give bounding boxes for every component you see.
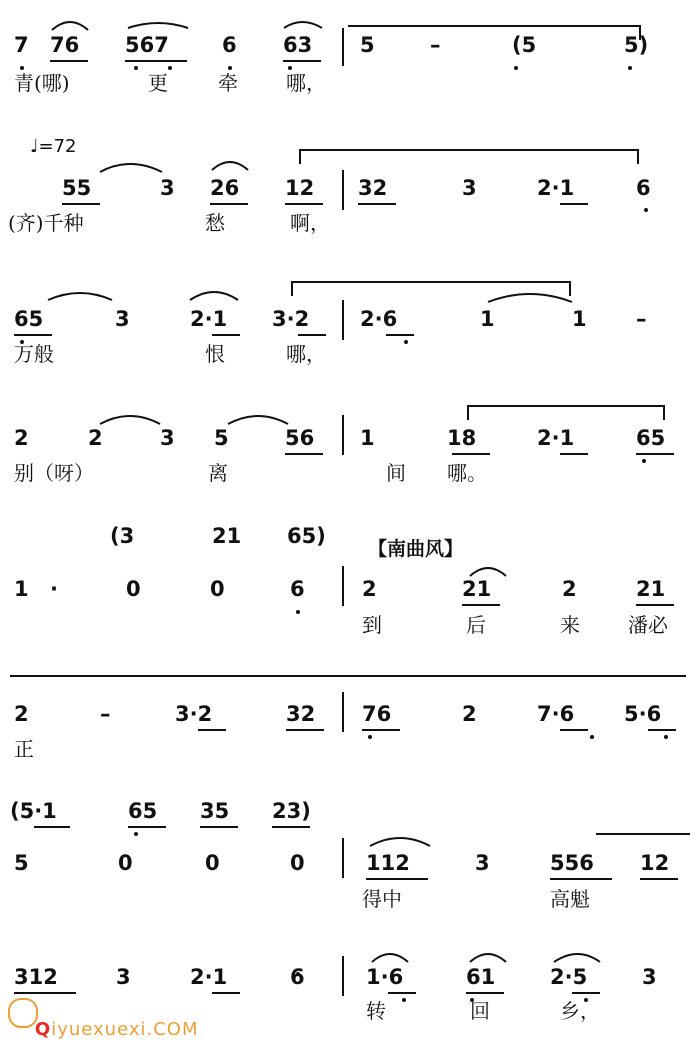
note: (5	[512, 33, 537, 57]
slur	[284, 22, 322, 28]
note: 3	[462, 176, 477, 200]
note: 6	[222, 33, 237, 57]
note: –	[100, 702, 111, 726]
note: 0	[290, 851, 305, 875]
lyric: 万般	[14, 342, 54, 366]
note: 2·1	[190, 307, 228, 331]
note: 3	[160, 426, 175, 450]
note: 5·6	[624, 702, 662, 726]
slur	[370, 838, 430, 846]
note: 3	[642, 965, 657, 989]
note: 5)	[624, 33, 649, 57]
slur	[470, 568, 506, 576]
note: 65	[636, 426, 666, 450]
note: 6	[290, 965, 305, 989]
lyric: 得中	[362, 887, 402, 911]
lyric: (齐)千种	[8, 211, 84, 235]
lyric: 到	[362, 613, 382, 637]
note: 21	[462, 577, 492, 601]
lyric: 高魁	[550, 887, 590, 911]
slur	[190, 292, 238, 300]
note: 2	[462, 702, 477, 726]
note: 2	[362, 577, 377, 601]
note: 5	[14, 851, 29, 875]
lyric: 哪。	[447, 461, 487, 485]
lyric: 恨	[205, 342, 225, 366]
lyric: 正	[14, 737, 34, 761]
lyric: 牵	[218, 71, 238, 95]
note: 3·2	[272, 307, 310, 331]
grace-note: 65	[128, 799, 158, 823]
note: 3	[115, 307, 130, 331]
note: 76	[50, 33, 80, 57]
watermark	[8, 998, 198, 1061]
lyric: 哪，	[286, 342, 326, 366]
note: 0	[118, 851, 133, 875]
note: 2	[14, 426, 29, 450]
slur	[100, 164, 162, 172]
slur	[100, 416, 160, 424]
note: 3	[475, 851, 490, 875]
note: 2·5	[550, 965, 588, 989]
lyric: 更	[148, 71, 168, 95]
note: 312	[14, 965, 58, 989]
note: 7	[14, 33, 29, 57]
note: 1	[360, 426, 375, 450]
lyric: 愁	[205, 211, 225, 235]
note: 21	[636, 577, 666, 601]
note: 2·1	[537, 176, 575, 200]
lyric: 别（呀）	[14, 461, 94, 485]
note: 7·6	[537, 702, 575, 726]
slur	[470, 954, 506, 962]
lyric: 哪，	[286, 71, 326, 95]
lyric: 青(哪)	[14, 71, 70, 95]
note: 32	[286, 702, 316, 726]
slur	[488, 294, 572, 302]
note: 0	[210, 577, 225, 601]
slur	[128, 23, 188, 28]
grace-note: 35	[200, 799, 230, 823]
note: 55	[62, 176, 92, 200]
note: 1	[480, 307, 495, 331]
grace-note: (3	[110, 524, 135, 548]
note: 556	[550, 851, 594, 875]
note: 76	[362, 702, 392, 726]
slur	[300, 150, 638, 164]
note: 1	[14, 577, 29, 601]
slur	[212, 162, 248, 170]
note: 18	[447, 426, 477, 450]
note: 32	[358, 176, 388, 200]
note: –	[430, 33, 441, 57]
note: 5	[360, 33, 375, 57]
note: 2·1	[537, 426, 575, 450]
slur	[52, 22, 88, 30]
note: 6	[290, 577, 305, 601]
lyric: 潘必	[628, 613, 668, 637]
note: 2	[14, 702, 29, 726]
note: 2	[562, 577, 577, 601]
note: 1	[572, 307, 587, 331]
grace-note: 65)	[287, 524, 326, 548]
lyric: 来	[560, 613, 580, 637]
note: 112	[366, 851, 410, 875]
note: 0	[126, 577, 141, 601]
note: 567	[125, 33, 169, 57]
slur	[554, 954, 600, 962]
note: 2	[88, 426, 103, 450]
note: 56	[285, 426, 315, 450]
note: 1·6	[366, 965, 404, 989]
note: 3	[116, 965, 131, 989]
slur	[372, 954, 408, 962]
note: 12	[640, 851, 670, 875]
slur	[348, 26, 640, 40]
note: 2·6	[360, 307, 398, 331]
note: 12	[285, 176, 315, 200]
grace-note: (5·1	[10, 799, 57, 823]
note: 65	[14, 307, 44, 331]
watermark-text: iyuexuexi.COM	[51, 1019, 199, 1040]
note: 3	[160, 176, 175, 200]
lyric: 离	[208, 461, 228, 485]
note: 2·1	[190, 965, 228, 989]
lyric: 回	[470, 999, 490, 1023]
note: 3·2	[175, 702, 213, 726]
slur	[228, 416, 288, 424]
lyric: 间	[386, 461, 406, 485]
note: –	[636, 307, 647, 331]
slur	[468, 406, 664, 420]
note: 6	[636, 176, 651, 200]
note: ·	[50, 577, 58, 601]
lyric: 乡，	[560, 999, 600, 1023]
note: 26	[210, 176, 240, 200]
grace-note: 21	[212, 524, 242, 548]
slur	[48, 293, 112, 300]
section-label: 【南曲风】	[368, 538, 464, 560]
tempo-mark: ♩=72	[30, 136, 77, 157]
grace-note: 23)	[272, 799, 311, 823]
lyric: 转	[366, 999, 386, 1023]
watermark-q: Q	[34, 1019, 52, 1040]
note: 0	[205, 851, 220, 875]
lyric: 后	[466, 613, 486, 637]
note: 63	[283, 33, 313, 57]
note: 61	[466, 965, 496, 989]
lyric: 啊，	[290, 211, 330, 235]
note: 5	[214, 426, 229, 450]
